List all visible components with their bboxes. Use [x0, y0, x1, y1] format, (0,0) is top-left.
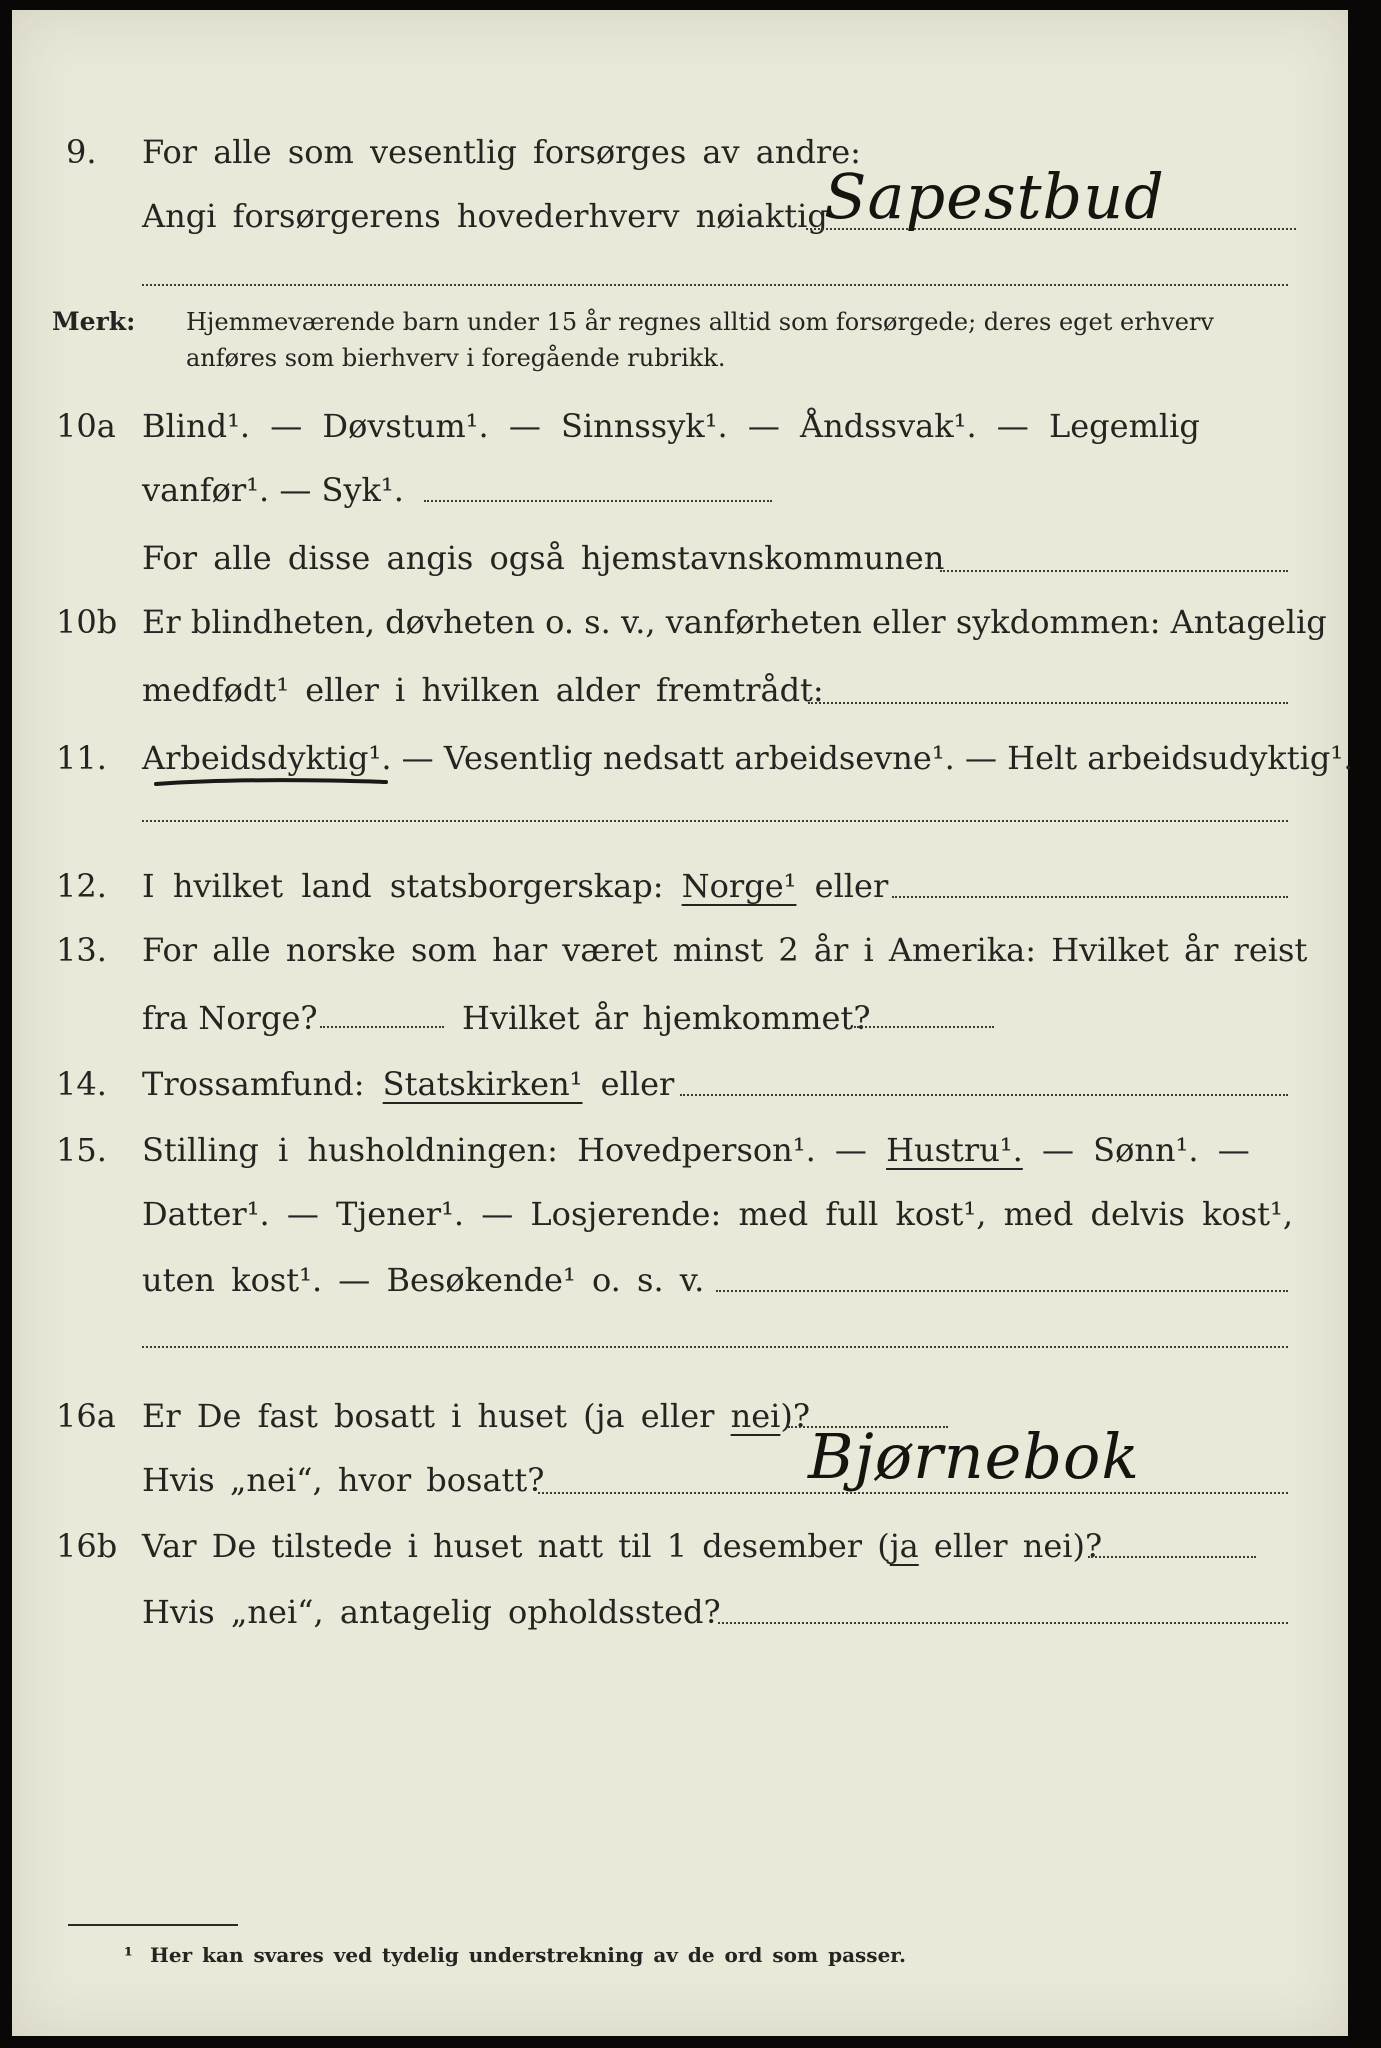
q16a-line2: Hvis „nei“, hvor bosatt? — [142, 1461, 545, 1499]
q15-line1 — [142, 1130, 1250, 1170]
q10a-fill-line — [424, 500, 772, 502]
q15-fill-line — [716, 1290, 1288, 1292]
merk-label: Merk: — [52, 307, 136, 336]
q16a-handwritten-answer: Bjørnebok — [808, 1420, 1140, 1493]
q16b-number: 16b — [56, 1527, 118, 1565]
merk-line1: Hjemmeværende barn under 15 år regnes alltid som forsørgede; deres eget erhverv — [186, 308, 1214, 336]
q9-extra-line — [142, 284, 1288, 286]
q16a-option-nei: nei — [730, 1397, 781, 1435]
q12-line — [142, 866, 888, 906]
q10b-line1: Er blindheten, døvheten o. s. v., vanførheten eller sykdommen: Antagelig — [142, 603, 1327, 641]
q14-fill-line — [680, 1094, 1288, 1096]
q13-line2b: Hvilket år hjemkommet? — [462, 999, 871, 1037]
q16b-line2: Hvis „nei“, antagelig opholdssted? — [142, 1593, 721, 1631]
q12-pre: I hvilket land statsborgerskap: — [142, 867, 682, 905]
q13-number: 13. — [56, 931, 107, 969]
q13-reist-fill-line — [320, 1026, 444, 1028]
q12-fill-line — [892, 896, 1288, 898]
q16a-line1-post: )? — [780, 1397, 811, 1435]
q15-line1-pre: Stilling i husholdningen: Hovedperson¹. — — [142, 1131, 887, 1169]
q12-option-norge: Norge¹ — [681, 867, 797, 905]
q13-hjem-fill-line — [854, 1026, 994, 1028]
footnote-mark: ¹ — [124, 1943, 133, 1967]
q12-post: eller — [796, 867, 889, 905]
q16b-line1 — [142, 1526, 1102, 1566]
q15-line2: Datter¹. — Tjener¹. — Losjerende: med full kost¹, med delvis kost¹, — [142, 1195, 1294, 1233]
q11-extra-line — [142, 820, 1288, 822]
footnote-rule — [68, 1924, 238, 1926]
q16b-fill-line-2 — [718, 1622, 1288, 1624]
q9-line2: Angi forsørgerens hovederhverv nøiaktig — [142, 197, 828, 235]
q16b-line1-pre: Var De tilstede i huset natt til 1 desember ( — [142, 1527, 890, 1565]
q10a-line3: For alle disse angis også hjemstavnskommunen — [142, 539, 945, 577]
q10b-line2: medfødt¹ eller i hvilken alder fremtrådt: — [142, 671, 824, 709]
q10a-hjemstavn-fill-line — [940, 570, 1288, 572]
q16b-line1-post: eller nei)? — [918, 1527, 1103, 1565]
q15-extra-line — [142, 1346, 1288, 1348]
q16b-fill-line — [1088, 1556, 1256, 1558]
q15-number: 15. — [56, 1131, 107, 1169]
q14-post: eller — [582, 1065, 675, 1103]
census-form-page — [12, 10, 1354, 2036]
q10b-fill-line — [808, 702, 1288, 704]
q10b-number: 10b — [56, 603, 118, 641]
q11-rest: — Vesentlig nedsatt arbeidsevne¹. — Helt arbeidsudyktig¹. — [391, 739, 1354, 777]
q11-handwritten-underline — [152, 770, 392, 794]
q10a-number: 10a — [56, 407, 116, 445]
q15-option-hustru: Hustru¹. — [886, 1131, 1023, 1169]
q14-number: 14. — [56, 1065, 107, 1103]
merk-line2: anføres som bierhverv i foregående rubrikk. — [186, 344, 726, 372]
q13-line2a: fra Norge? — [142, 999, 318, 1037]
q13-line1: For alle norske som har været minst 2 år i Amerika: Hvilket år reist — [142, 931, 1308, 969]
footnote-text: Her kan svares ved tydelig understrekning av de ord som passer. — [150, 1943, 906, 1967]
q16b-option-ja: ja — [889, 1527, 919, 1565]
q14-option-statskirken: Statskirken¹ — [382, 1065, 583, 1103]
q12-number: 12. — [56, 867, 107, 905]
q11-number: 11. — [56, 739, 107, 777]
q11-option-arbeidsdyktig: Arbeidsdyktig¹. — [142, 739, 392, 777]
q16a-line1-pre: Er De fast bosatt i huset (ja eller — [142, 1397, 731, 1435]
q14-line — [142, 1064, 674, 1104]
q9-line1: For alle som vesentlig forsørges av andre: — [142, 133, 861, 171]
q9-handwritten-answer: Sapestbud — [824, 160, 1165, 233]
q9-number: 9. — [66, 133, 97, 171]
q10a-line2: vanfør¹. — Syk¹. — [142, 471, 404, 509]
q15-line3: uten kost¹. — Besøkende¹ o. s. v. — [142, 1261, 705, 1299]
q16a-line1 — [142, 1396, 810, 1436]
q10a-line1: Blind¹. — Døvstum¹. — Sinnssyk¹. — Åndssvak¹. — Legemlig — [142, 407, 1200, 445]
q16a-number: 16a — [56, 1397, 116, 1435]
q15-line1-post: — Sønn¹. — — [1022, 1131, 1250, 1169]
q14-pre: Trossamfund: — [142, 1065, 383, 1103]
